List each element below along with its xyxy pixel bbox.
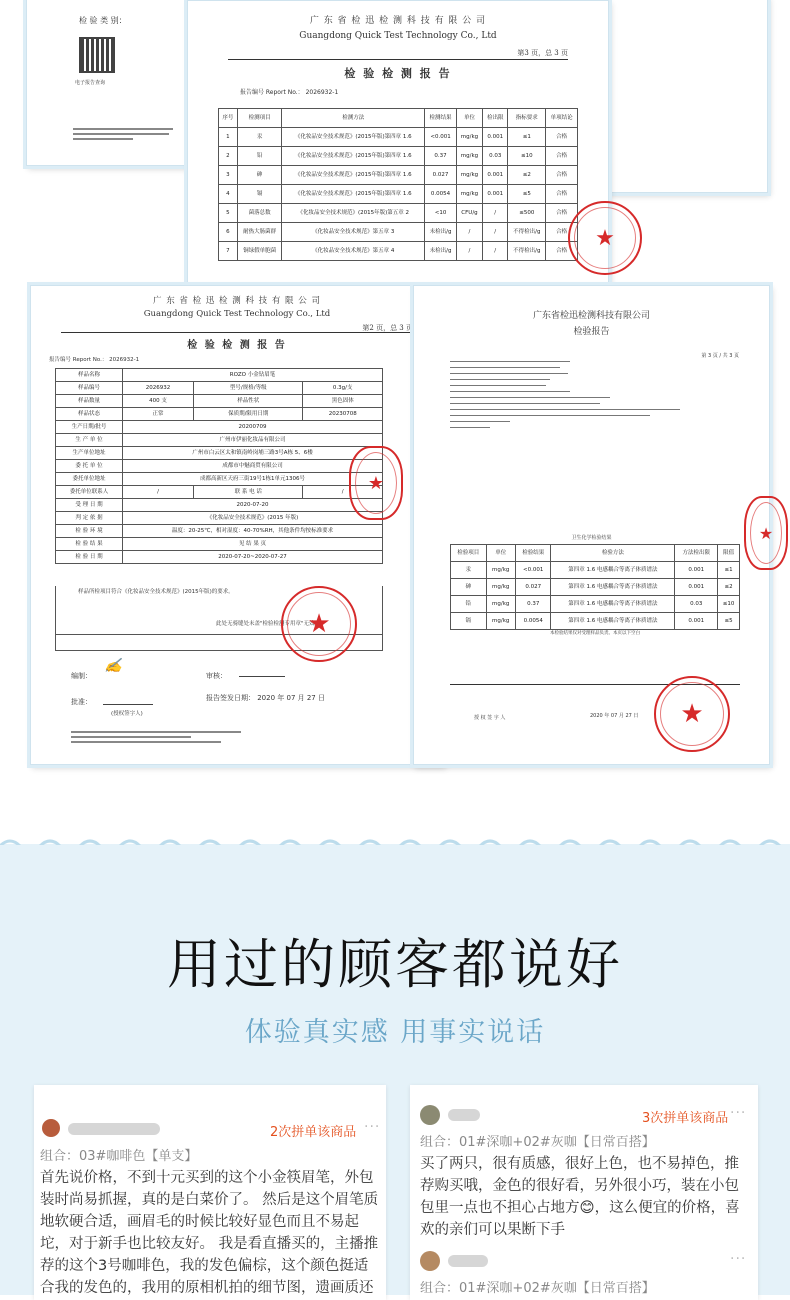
review-text: 首先说价格，不到十元买到的这个小金筷眉笔，外包装时尚易抓握，真的是白菜价了。 然后是这个眉笔质地软硬合适，画眉毛的时候比较好显色而且不易起坨，对于新手也比较友好。 我是看直播买的，主播推荐的这个3号咖啡色，我的发色偏棕，这个颜色挺适合我的发色的，我用的原相机拍的细节图，遗画质还 (40, 1170, 379, 1296)
table-cell: 《化妆品安全技术规范》(2015年版)第四章 1.6 (282, 128, 425, 147)
qr-caption: 电子报告查询 (75, 80, 106, 86)
qr-code (81, 39, 113, 71)
table-cell: 型号/规格/等级 (194, 382, 303, 395)
table-cell: / (123, 486, 194, 499)
table-cell: 检 验 环 境 (56, 525, 123, 538)
table-header-row (451, 545, 740, 562)
table-cell: 不得检出/g (508, 223, 546, 242)
user-avatar (420, 1251, 440, 1271)
table-row (56, 434, 383, 447)
table-cell: 0.03 (675, 596, 718, 613)
table-cell: mg/kg (486, 562, 515, 579)
table-cell: 合格 (546, 128, 578, 147)
authorized-signer-caption: (授权签字人) (111, 711, 143, 717)
sign-edit-label: 编制： (71, 672, 92, 680)
issue-date: 报告签发日期： 2020 年 07 月 27 日 (206, 694, 325, 702)
table-cell: 400 支 (123, 395, 194, 408)
table-cell: ≤10 (718, 596, 740, 613)
variant-info: 组合：01#深咖+02#灰咖【日常百搭】 (420, 1281, 655, 1296)
table-cell: 镉 (451, 613, 487, 630)
table-cell: 第四章 1.6 电感耦合等离子体质谱法 (551, 596, 675, 613)
report-number: 报告编号 Report No.： 2026932-1 (240, 89, 339, 96)
table-cell: 单项结论 (546, 109, 578, 128)
conclusion-text: 样品所检项目符合《化妆品安全技术规范》(2015年版)的要求。 (78, 589, 234, 595)
table-cell: 1 (219, 128, 238, 147)
signature-editor: ✍ (103, 658, 125, 674)
variant-info: 组合：03#咖啡色【单支】 (40, 1149, 198, 1164)
more-options-icon[interactable]: ··· (730, 1251, 747, 1267)
table-cell: 黑色固体 (303, 395, 383, 408)
table-row (451, 613, 740, 630)
table-cell: 0.001 (675, 562, 718, 579)
table-cell: 0.001 (483, 166, 508, 185)
user-avatar (420, 1105, 440, 1125)
table-cell: 2026932 (123, 382, 194, 395)
table-cell: 单位 (486, 545, 515, 562)
info-lines (450, 356, 740, 433)
review-card (34, 1085, 386, 1300)
table-cell: 未检出/g (425, 242, 457, 261)
table-cell: 6 (219, 223, 238, 242)
table-row (451, 596, 740, 613)
table-cell: 《化妆品安全技术规范》第五章 4 (282, 242, 425, 261)
table-row (56, 486, 383, 499)
table-cell: 温度：20-25℃，相对湿度：40-70%RH，其他条件均按标准要求 (123, 525, 383, 538)
table-cell: ≤500 (508, 204, 546, 223)
table-cell: 序号 (219, 109, 238, 128)
table-cell: 未检出/g (425, 223, 457, 242)
table-cell: 0.001 (675, 613, 718, 630)
table-cell: 合格 (546, 204, 578, 223)
table-cell: 限值 (718, 545, 740, 562)
table-cell: 检测方法 (282, 109, 425, 128)
table-cell: 见 结 果 页 (123, 538, 383, 551)
section-title: 卫生化学检验结果 (571, 535, 612, 541)
table-cell: 检测项目 (237, 109, 282, 128)
page-rule (228, 59, 568, 60)
table-cell: 样品数量 (56, 395, 123, 408)
table-cell: 《化妆品安全技术规范》(2015 年版) (123, 512, 383, 525)
table-cell: 砷 (237, 166, 282, 185)
table-cell: 检 验 结 果 (56, 538, 123, 551)
table-row (219, 185, 578, 204)
signature-approver (103, 686, 153, 705)
table-cell: ROZO 小金钻眉笔 (123, 369, 383, 382)
table-cell: ≤5 (508, 185, 546, 204)
table-cell: 检验方法 (551, 545, 675, 562)
table-row (451, 562, 740, 579)
table-cell: 检验项目 (451, 545, 487, 562)
table-cell: 委托单位联系人 (56, 486, 123, 499)
table-cell: 委 托 单 位 (56, 460, 123, 473)
table-cell: ≤1 (718, 562, 740, 579)
user-name-blurred (68, 1123, 160, 1135)
table-cell: 《化妆品安全技术规范》(2015年版)第五章 2 (282, 204, 425, 223)
table-cell: mg/kg (486, 596, 515, 613)
table-cell: 0.03 (483, 147, 508, 166)
table-cell: CFU/g (456, 204, 482, 223)
table-cell: ≤1 (508, 128, 546, 147)
table-cell: 合格 (546, 242, 578, 261)
table-cell: 20200709 (123, 421, 383, 434)
table-cell: 2020-07-20~2020-07-27 (123, 551, 383, 564)
table-cell: 0.0054 (515, 613, 551, 630)
company-name-en: Guangdong Quick Test Technology Co., Ltd (143, 309, 331, 319)
company-name-cn: 广东省检迅检测科技有限公司 (532, 311, 650, 321)
table-cell: 铅 (451, 596, 487, 613)
table-row (56, 512, 383, 525)
table-cell: / (456, 242, 482, 261)
official-seal: ★ (654, 676, 730, 752)
table-row (219, 242, 578, 261)
sign-approve-label: 批准： (71, 698, 92, 706)
table-cell: 生产日期/批号 (56, 421, 123, 434)
table-row (219, 128, 578, 147)
table-cell: 成都高新区天府三街19号1栋1单元1306号 (123, 473, 383, 486)
table-cell: 耐热大肠菌群 (237, 223, 282, 242)
sample-info-table (55, 368, 383, 564)
table-cell: 汞 (237, 128, 282, 147)
user-avatar (42, 1119, 60, 1137)
table-cell: 0.027 (515, 579, 551, 596)
page-rule (61, 332, 413, 333)
table-cell: 合格 (546, 185, 578, 204)
user-name-blurred (448, 1255, 488, 1267)
table-header-row (219, 109, 578, 128)
table-cell: 第四章 1.6 电感耦合等离子体质谱法 (551, 562, 675, 579)
table-cell: 受 理 日 期 (56, 499, 123, 512)
table-cell: 0.001 (483, 185, 508, 204)
table-row (56, 525, 383, 538)
table-cell: 方法检出限 (675, 545, 718, 562)
table-row (56, 421, 383, 434)
table-cell: 成都市中魅商贸有限公司 (123, 460, 383, 473)
table-cell: 生 产 单 位 (56, 434, 123, 447)
table-cell: 联 系 电 话 (194, 486, 303, 499)
issue-date: 2020 年 07 月 27 日 (590, 713, 639, 719)
table-row (56, 395, 383, 408)
company-name-en: Guangdong Quick Test Technology Co., Ltd (299, 31, 497, 41)
table-cell: 样品性状 (194, 395, 303, 408)
table-cell: 合格 (546, 166, 578, 185)
page-number: 第2 页，总 3 页 (362, 324, 413, 332)
edge-seal: ★ (349, 446, 403, 520)
review-text: 买了两只，很有质感，很好上色，也不易掉色，推荐购买哦，金色的很好看，另外很小巧，装在小包包里一点也不担心占地方😊，这么便宜的价格，喜欢的亲们可以果断下手 (420, 1156, 740, 1238)
table-row (56, 447, 383, 460)
table-cell: mg/kg (486, 613, 515, 630)
official-seal: ★ (568, 201, 642, 275)
section-headline: 用过的顾客都说好 (167, 933, 623, 996)
table-cell: mg/kg (486, 579, 515, 596)
table-cell: 0.37 (425, 147, 457, 166)
table-row (56, 473, 383, 486)
table-cell: 铜绿假单胞菌 (237, 242, 282, 261)
section-subline: 体验真实感 用事实说话 (244, 1017, 546, 1048)
table-cell: / (483, 223, 508, 242)
page-number: 第3 页，总 3 页 (517, 49, 568, 57)
table-cell: 0.0054 (425, 185, 457, 204)
report-title: 检 验 检 测 报 告 (344, 67, 452, 80)
variant-info: 组合：01#深咖+02#灰咖【日常百搭】 (420, 1135, 655, 1150)
conclusion-note: 此处无骑缝处未盖"检验检测专用章"无效。 (216, 621, 321, 627)
table-cell: 0.3g/支 (303, 382, 383, 395)
table-cell: <0.001 (425, 128, 457, 147)
edge-seal: ★ (744, 496, 788, 570)
table-cell: <0.001 (515, 562, 551, 579)
table-cell: 0.001 (675, 579, 718, 596)
contact-lines (73, 125, 183, 143)
table-cell: 不得检出/g (508, 242, 546, 261)
table-row (56, 408, 383, 421)
table-cell: <10 (425, 204, 457, 223)
purchase-count-badge: 2次拼单该商品 (270, 1125, 357, 1140)
authorized-signer-label: 授 权 签 字 人 (474, 715, 506, 721)
table-cell: 正常 (123, 408, 194, 421)
company-name-cn: 广 东 省 检 迅 检 测 科 技 有 限 公 司 (309, 16, 487, 26)
table-cell: 0.37 (515, 596, 551, 613)
table-cell: 单位 (456, 109, 482, 128)
footnote: 本检验结果仅对受理样品负责。本页以下空白 (550, 631, 640, 636)
table-row (219, 204, 578, 223)
table-cell: 20230708 (303, 408, 383, 421)
table-cell: 0.027 (425, 166, 457, 185)
table-cell: 砷 (451, 579, 487, 596)
table-cell: / (456, 223, 482, 242)
report-page-4 (413, 285, 774, 765)
table-row (219, 223, 578, 242)
table-row (56, 499, 383, 512)
page-number: 第 3 页 / 共 3 页 (701, 353, 739, 359)
table-cell: 第四章 1.6 电感耦合等离子体质谱法 (551, 613, 675, 630)
table-row (56, 382, 383, 395)
table-cell: 合格 (546, 223, 578, 242)
table-cell: 0.001 (483, 128, 508, 147)
report-page-1 (26, 0, 188, 166)
table-cell: 5 (219, 204, 238, 223)
chemical-results-table (450, 544, 740, 630)
table-cell: mg/kg (456, 166, 482, 185)
table-cell: 广州市白云区太和镇南岭岗埔三路3号A栋 5、6楼 (123, 447, 383, 460)
table-cell: ≤10 (508, 147, 546, 166)
table-cell: / (483, 204, 508, 223)
table-row (56, 551, 383, 564)
table-cell: 样品编号 (56, 382, 123, 395)
review-card (410, 1085, 758, 1300)
table-row (56, 369, 383, 382)
table-cell: mg/kg (456, 128, 482, 147)
table-cell: ≤2 (718, 579, 740, 596)
more-options-icon[interactable]: ··· (364, 1119, 381, 1135)
sign-check-label: 审核： (206, 672, 227, 680)
report-page-2 (30, 285, 444, 765)
table-row (219, 166, 578, 185)
official-seal: ★ (281, 586, 357, 662)
report-page-right-back (608, 0, 768, 193)
table-cell: 镉 (237, 185, 282, 204)
table-cell: 广州市伊丽化妆品有限公司 (123, 434, 383, 447)
user-name-blurred (448, 1109, 480, 1121)
table-cell: 判 定 依 据 (56, 512, 123, 525)
more-options-icon[interactable]: ··· (730, 1105, 747, 1121)
table-cell: 生产单位地址 (56, 447, 123, 460)
table-row (56, 460, 383, 473)
report-page-3 (187, 0, 615, 292)
report-title: 检验报告 (573, 327, 610, 337)
report-title: 检 验 检 测 报 告 (187, 340, 287, 351)
table-cell: 《化妆品安全技术规范》(2015年版)第四章 1.6 (282, 185, 425, 204)
table-cell: mg/kg (456, 147, 482, 166)
report-number: 报告编号 Report No.： 2026932-1 (49, 357, 140, 363)
table-row (56, 538, 383, 551)
table-cell: 检出限 (483, 109, 508, 128)
table-cell: 3 (219, 166, 238, 185)
table-cell: 保质期/限用日期 (194, 408, 303, 421)
table-cell: ≤2 (508, 166, 546, 185)
test-results-table (218, 108, 578, 261)
footer-contact-lines (71, 728, 251, 746)
table-cell: 2020-07-20 (123, 499, 383, 512)
table-cell: 样品名称 (56, 369, 123, 382)
table-cell: 合格 (546, 147, 578, 166)
table-cell: 指标要求 (508, 109, 546, 128)
table-cell: ≤5 (718, 613, 740, 630)
table-cell: / (303, 486, 383, 499)
table-cell: 检测结果 (425, 109, 457, 128)
table-cell: 菌落总数 (237, 204, 282, 223)
table-cell: 4 (219, 185, 238, 204)
table-cell: 样品状态 (56, 408, 123, 421)
table-cell: 汞 (451, 562, 487, 579)
table-row (219, 147, 578, 166)
table-cell: 铅 (237, 147, 282, 166)
table-cell: 《化妆品安全技术规范》(2015年版)第四章 1.6 (282, 147, 425, 166)
purchase-count-badge: 3次拼单该商品 (642, 1111, 729, 1126)
inspection-category-label: 检 验 类 别： (79, 16, 127, 25)
table-cell: 检验结果 (515, 545, 551, 562)
table-cell: 2 (219, 147, 238, 166)
table-cell: 《化妆品安全技术规范》第五章 3 (282, 223, 425, 242)
table-cell: 第四章 1.6 电感耦合等离子体质谱法 (551, 579, 675, 596)
table-cell: 检 验 日 期 (56, 551, 123, 564)
signature-reviewer (239, 658, 285, 677)
company-name-cn: 广 东 省 检 迅 检 测 科 技 有 限 公 司 (153, 296, 321, 306)
table-cell: mg/kg (456, 185, 482, 204)
table-cell: 《化妆品安全技术规范》(2015年版)第四章 1.6 (282, 166, 425, 185)
table-cell: / (483, 242, 508, 261)
table-row (451, 579, 740, 596)
table-cell: 7 (219, 242, 238, 261)
table-cell: 委托单位地址 (56, 473, 123, 486)
